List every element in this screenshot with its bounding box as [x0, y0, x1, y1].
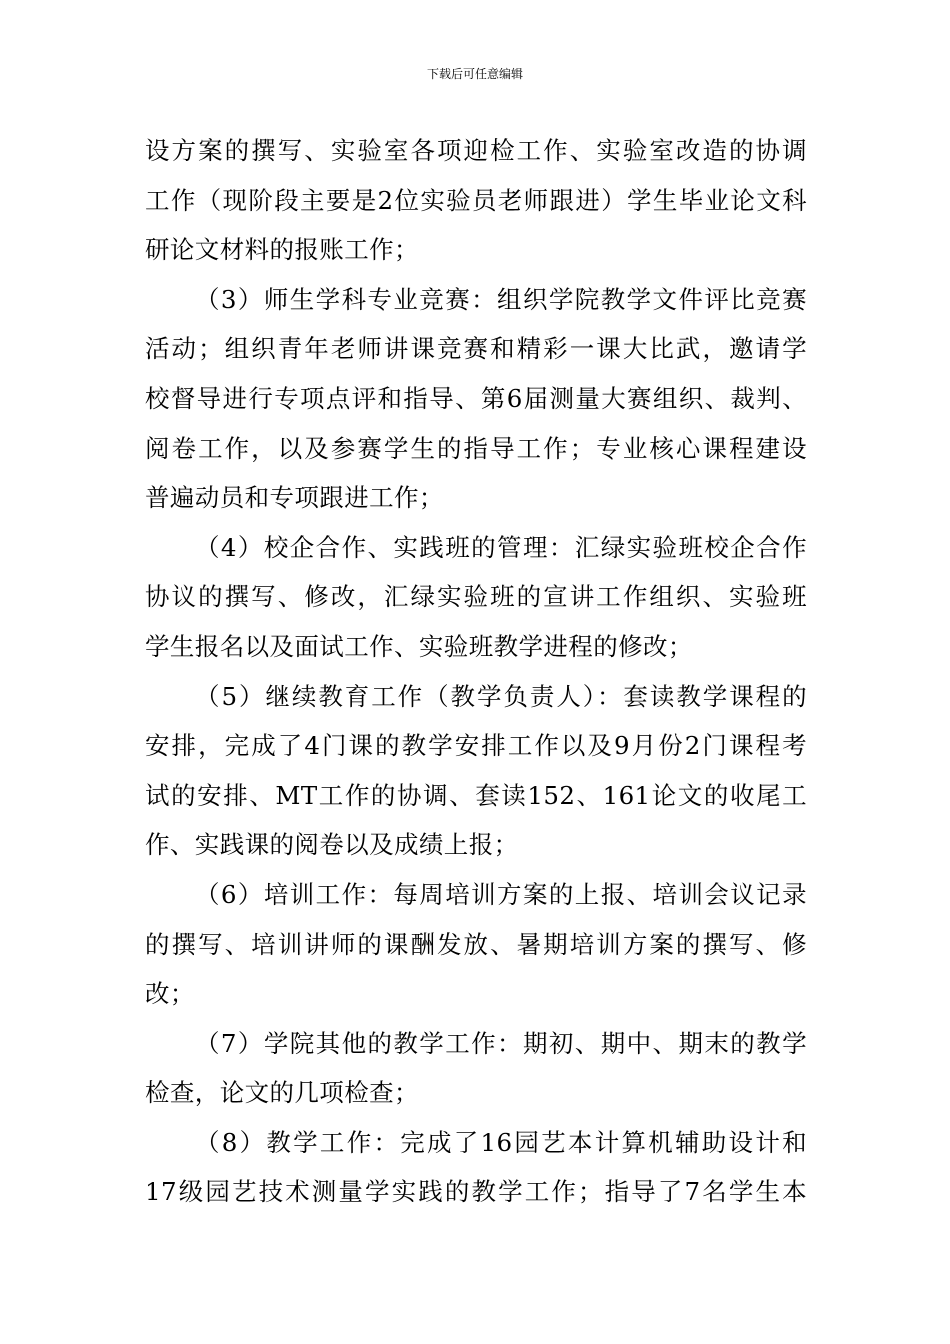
text-line: 普遍动员和专项跟进工作；	[145, 483, 444, 513]
text-line: 设方案的撰写、实验室各项迎检工作、实验室改造的协调	[145, 136, 807, 165]
document-body	[145, 126, 807, 1217]
text-line: 安排，完成了4门课的教学安排工作以及9月份2门课程考	[145, 731, 807, 761]
paragraph-first-line: （4）校企合作、实践班的管理：汇绿实验班校企合作	[195, 532, 807, 562]
text-line: 17级园艺技术测量学实践的教学工作；指导了7名学生本	[145, 1177, 807, 1207]
paragraph-first-line: （7）学院其他的教学工作：期初、期中、期末的教学	[195, 1028, 807, 1058]
page-header: 下载后可任意编辑	[426, 67, 523, 81]
text-line: 作、实践课的阅卷以及成绩上报；	[145, 830, 519, 860]
text-line: 阅卷工作，以及参赛学生的指导工作；专业核心课程建设	[145, 433, 807, 463]
text-line: 试的安排、MT工作的协调、套读152、161论文的收尾工	[145, 780, 807, 810]
text-line: 学生报名以及面试工作、实验班教学进程的修改；	[145, 631, 693, 661]
paragraph-first-line: （3）师生学科专业竞赛：组织学院教学文件评比竞赛	[195, 284, 807, 314]
text-line: 活动；组织青年老师讲课竞赛和精彩一课大比武，邀请学	[145, 334, 807, 364]
paragraph-first-line: （6）培训工作：每周培训方案的上报、培训会议记录	[195, 879, 807, 909]
text-line: 校督导进行专项点评和指导、第6届测量大赛组织、裁判、	[145, 383, 807, 413]
paragraph-first-line: （8）教学工作：完成了16园艺本计算机辅助设计和	[195, 1127, 807, 1157]
text-line: 协议的撰写、修改，汇绿实验班的宣讲工作组织、实验班	[145, 582, 807, 612]
text-line: 研论文材料的报账工作；	[145, 235, 419, 265]
text-line: 工作（现阶段主要是2位实验员老师跟进）学生毕业论文科	[145, 185, 807, 215]
text-line: 的撰写、培训讲师的课酬发放、暑期培训方案的撰写、修	[145, 929, 807, 959]
paragraph-first-line: （5）继续教育工作（教学负责人）：套读教学课程的	[195, 681, 807, 711]
text-line: 检查，论文的几项检查；	[145, 1078, 419, 1108]
text-line: 改；	[145, 979, 195, 1009]
